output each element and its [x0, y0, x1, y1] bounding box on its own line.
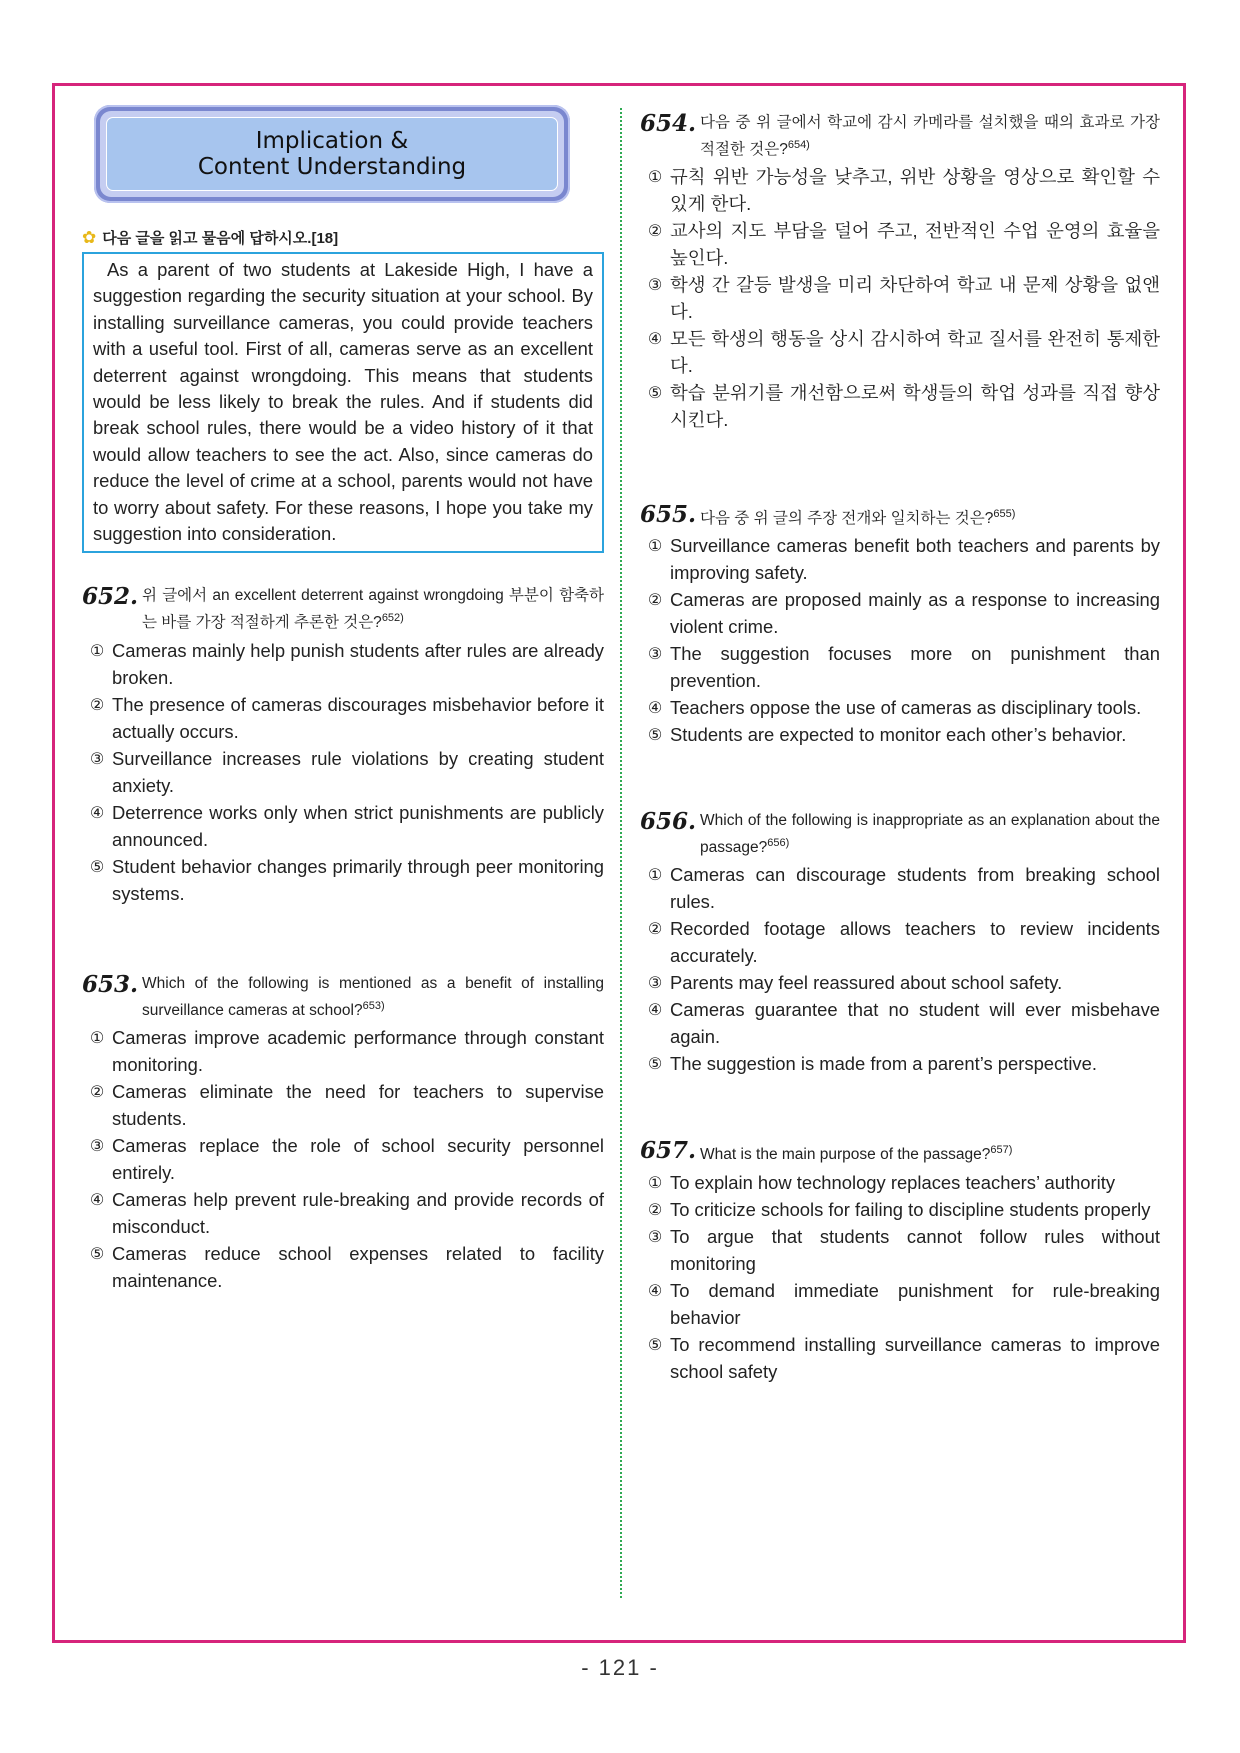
section-title-line2: Content Understanding	[197, 154, 467, 180]
option-4[interactable]: ④ To demand immediate punishment for rule-breaking behavior	[647, 1279, 1160, 1328]
section-title-line1: Implication &	[255, 128, 409, 154]
question-stem: Which of the following is mentioned as a benefit of installing surveillance cameras at school?$^{653)}$	[142, 974, 604, 1019]
option-1[interactable]: ① Cameras mainly help punish students after rules are already broken.	[89, 639, 604, 688]
option-2[interactable]: ② The presence of cameras discourages misbehavior before it actually occurs.	[89, 693, 604, 742]
option-list	[640, 861, 1160, 1077]
option-5[interactable]: ⑤ The suggestion is made from a parent’s perspective.	[647, 1053, 1097, 1075]
option-list	[640, 532, 1160, 748]
question-657	[640, 1139, 1160, 1384]
flower-icon: ✿	[82, 227, 97, 247]
option-5[interactable]: ⑤ Cameras reduce school expenses related to facility maintenance.	[89, 1242, 604, 1291]
option-2[interactable]: ② Recorded footage allows teachers to review incidents accurately.	[647, 918, 1160, 967]
option-1[interactable]: ① 규칙 위반 가능성을 낮추고, 위반 상황을 영상으로 확인할 수 있게 한다.	[647, 166, 1160, 215]
question-stem: Which of the following is inappropriate as an explanation about the passage?$^{656)}$	[700, 812, 1160, 857]
option-4[interactable]: ④ Deterrence works only when strict punishments are publicly announced.	[89, 801, 604, 850]
option-4[interactable]: ④ Cameras guarantee that no student will ever misbehave again.	[647, 999, 1160, 1048]
question-number: 653.	[82, 970, 139, 998]
option-5[interactable]: ⑤ Student behavior changes primarily through peer monitoring systems.	[89, 855, 604, 904]
question-653	[82, 970, 604, 1294]
option-2[interactable]: ② Cameras are proposed mainly as a response to increasing violent crime.	[647, 589, 1160, 638]
option-3[interactable]: ③ Surveillance increases rule violations by creating student anxiety.	[89, 747, 604, 796]
section-title-badge	[94, 105, 570, 203]
instruction-text: 다음 글을 읽고 물음에 답하시오.[18]	[102, 230, 339, 247]
question-652	[82, 585, 604, 906]
option-3[interactable]: ③ Parents may feel reassured about school safety.	[647, 972, 1063, 994]
question-number: 655.	[640, 501, 697, 529]
option-1[interactable]: ① Cameras improve academic performance through constant monitoring.	[89, 1026, 604, 1075]
option-list	[82, 637, 604, 907]
option-5[interactable]: ⑤ Students are expected to monitor each other’s behavior.	[647, 724, 1127, 746]
reading-passage	[82, 252, 604, 553]
option-list	[640, 1169, 1160, 1385]
option-list	[82, 1024, 604, 1294]
option-3[interactable]: ③ To argue that students cannot follow rules without monitoring	[647, 1225, 1160, 1274]
option-4[interactable]: ④ 모든 학생의 행동을 상시 감시하여 학교 질서를 완전히 통제한다.	[647, 328, 1160, 377]
option-1[interactable]: ① Surveillance cameras benefit both teachers and parents by improving safety.	[647, 535, 1160, 584]
option-1[interactable]: ① Cameras can discourage students from breaking school rules.	[647, 864, 1160, 913]
option-2[interactable]: ② To criticize schools for failing to discipline students properly	[647, 1198, 1151, 1220]
option-2[interactable]: ② 교사의 지도 부담을 덜어 주고, 전반적인 수업 운영의 효율을 높인다.	[647, 220, 1160, 269]
question-number: 657.	[640, 1137, 697, 1165]
option-3[interactable]: ③ 학생 간 갈등 발생을 미리 차단하여 학교 내 문제 상황을 없앤다.	[647, 274, 1160, 323]
option-1[interactable]: ① To explain how technology replaces teachers’ authority	[647, 1171, 1116, 1193]
question-stem: 위 글에서 an excellent deterrent against wrongdoing 부분이 함축하는 바를 가장 적절하게 추론한 것은?$^{652)}$	[142, 587, 604, 632]
question-stem: What is the main purpose of the passage?$^{657)}$	[700, 1144, 1013, 1164]
option-list	[640, 163, 1160, 433]
option-3[interactable]: ③ The suggestion focuses more on punishment than prevention.	[647, 643, 1160, 692]
question-654	[640, 112, 1160, 433]
passage-text: As a parent of two students at Lakeside High, I have a suggestion regarding the security situation at your school. By installing surveillance cameras, you could provide teachers with a useful tool. First of all, cameras serve as an excellent deterrent against wrongdoing. This means that students would be less likely to break the rules. And if students did break school rules, there would be a video history of it that would allow teachers to see the act. Also, since cameras do reduce the level of crime at a school, parents would not have to worry about safety. For these reasons, I hope you take my suggestion into consideration.	[93, 259, 593, 545]
option-5[interactable]: ⑤ To recommend installing surveillance cameras to improve school safety	[647, 1333, 1160, 1382]
option-4[interactable]: ④ Teachers oppose the use of cameras as disciplinary tools.	[647, 697, 1142, 719]
left-column	[82, 105, 604, 1294]
option-5[interactable]: ⑤ 학습 분위기를 개선함으로써 학생들의 학업 성과를 직접 향상시킨다.	[647, 382, 1160, 431]
question-number: 654.	[640, 110, 697, 137]
option-4[interactable]: ④ Cameras help prevent rule-breaking and provide records of misconduct.	[89, 1188, 604, 1237]
question-number: 656.	[640, 808, 697, 836]
option-3[interactable]: ③ Cameras replace the role of school security personnel entirely.	[89, 1134, 604, 1183]
question-656	[640, 810, 1160, 1077]
instruction	[82, 227, 604, 248]
right-column	[640, 112, 1160, 1385]
question-655	[640, 503, 1160, 748]
option-2[interactable]: ② Cameras eliminate the need for teachers to supervise students.	[89, 1080, 604, 1129]
question-number: 652.	[82, 583, 139, 611]
question-stem: 다음 중 위 글의 주장 전개와 일치하는 것은?$^{655)}$	[700, 508, 1016, 528]
column-divider	[620, 108, 622, 1598]
question-stem: 다음 중 위 글에서 학교에 감시 카메라를 설치했을 때의 효과로 가장 적절한 것은?$^{654)}$	[700, 114, 1160, 159]
page-number: - 121 -	[581, 1655, 659, 1680]
